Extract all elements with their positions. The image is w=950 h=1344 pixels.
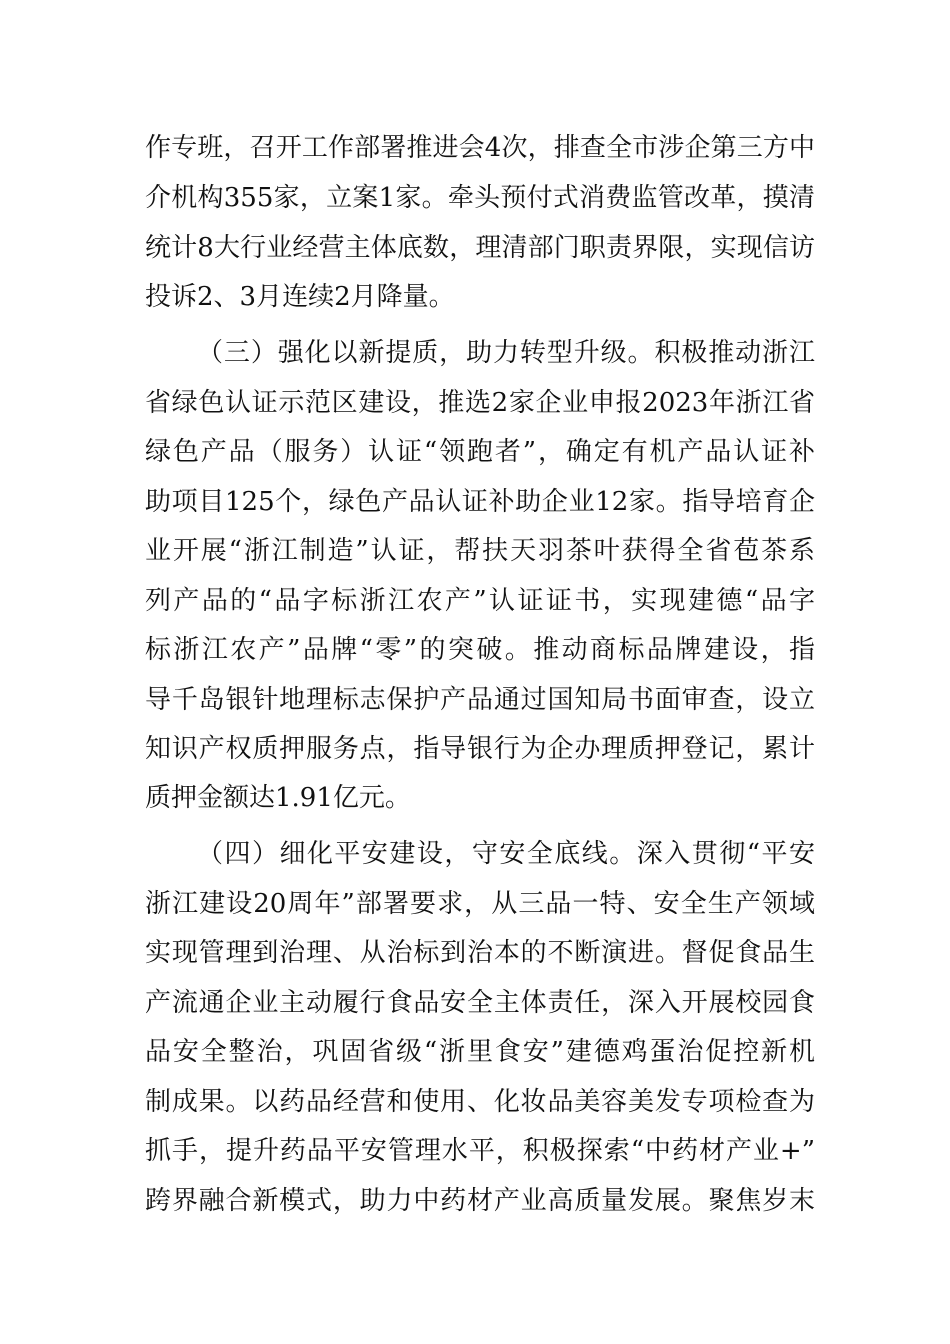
text-line-21: 抓手，提升药品平安管理水平，积极探索“中药材产业+” (145, 1136, 815, 1166)
text-line-22: 跨界融合新模式，助力中药材产业高质量发展。聚焦岁末 (145, 1186, 815, 1216)
text-line-18: 产流通企业主动履行食品安全主体责任，深入开展校园食 (145, 988, 815, 1018)
text-line-2: 介机构355家，立案1家。牵头预付式消费监管改革，摸清 (145, 183, 815, 213)
text-line-11: 标浙江农产”品牌“零”的突破。推动商标品牌建设，指 (145, 635, 815, 665)
text-line-8: 助项目125个，绿色产品认证补助企业12家。指导培育企 (145, 487, 815, 517)
text-line-6: 省绿色认证示范区建设，推选2家企业申报2023年浙江省 (145, 388, 815, 418)
text-line-17: 实现管理到治理、从治标到治本的不断演进。督促食品生 (145, 938, 815, 968)
text-line-12: 导千岛银针地理标志保护产品通过国知局书面审查，设立 (145, 685, 815, 715)
text-line-10: 列产品的“品字标浙江农产”认证证书，实现建德“品字 (145, 586, 815, 616)
section-heading-3-line: （三）强化以新提质，助力转型升级。积极推动浙江 (197, 338, 815, 368)
section-heading-4-line: （四）细化平安建设，守安全底线。深入贯彻“平安 (197, 839, 815, 869)
text-line-13: 知识产权质押服务点，指导银行为企办理质押登记，累计 (145, 734, 815, 764)
text-line-19: 品安全整治，巩固省级“浙里食安”建德鸡蛋治促控新机 (145, 1037, 815, 1067)
text-line-14: 质押金额达1.91亿元。 (145, 783, 411, 813)
text-line-9: 业开展“浙江制造”认证，帮扶天羽茶叶获得全省苞茶系 (145, 536, 815, 566)
text-line-4: 投诉2、3月连续2月降量。 (145, 282, 455, 312)
text-line-7: 绿色产品（服务）认证“领跑者”，确定有机产品认证补 (145, 437, 815, 467)
text-line-20: 制成果。以药品经营和使用、化妆品美容美发专项检查为 (145, 1087, 815, 1117)
text-line-1: 作专班，召开工作部署推进会4次，排查全市涉企第三方中 (145, 133, 815, 163)
text-line-16: 浙江建设20周年”部署要求，从三品一特、安全生产领域 (145, 889, 815, 919)
text-line-3: 统计8大行业经营主体底数，理清部门职责界限，实现信访 (145, 233, 815, 263)
